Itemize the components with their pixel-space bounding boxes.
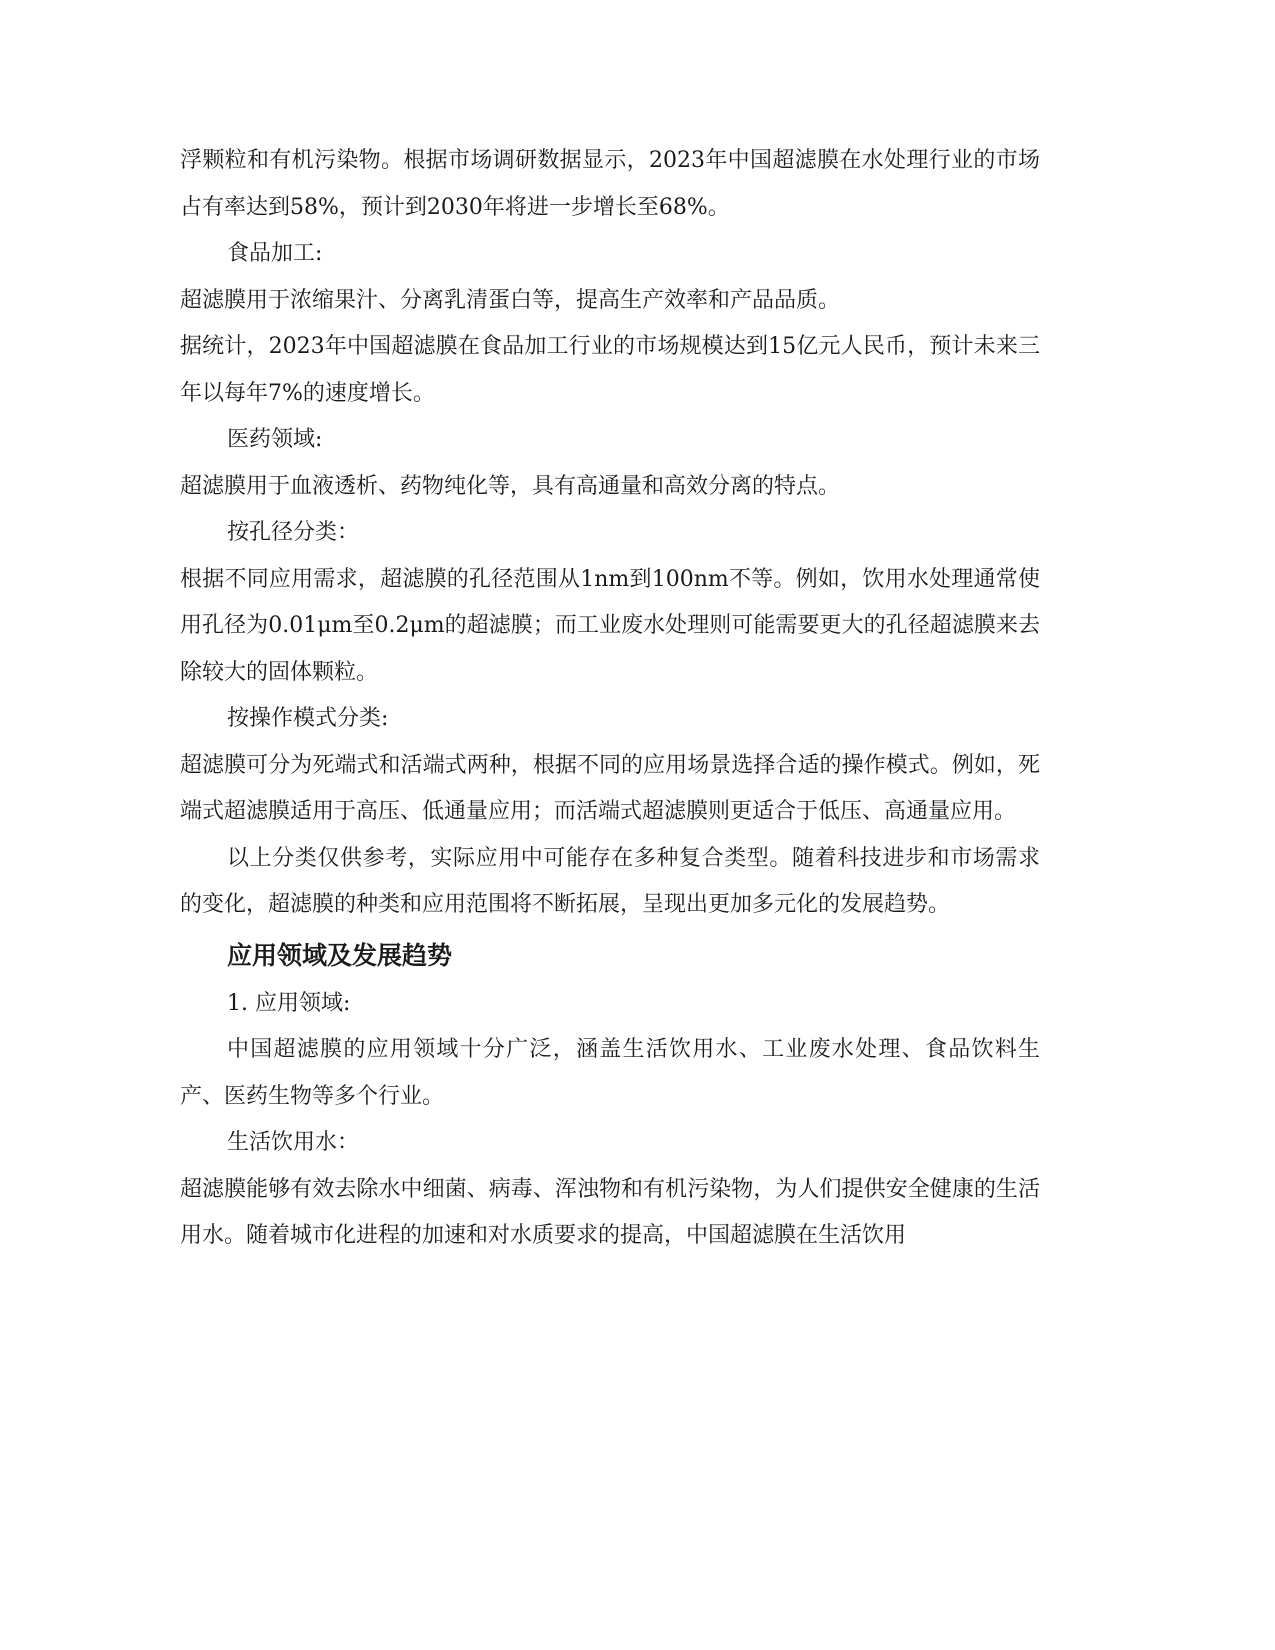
paragraph: 超滤膜用于血液透析、药物纯化等，具有高通量和高效分离的特点。 — [180, 473, 841, 499]
paragraph: 超滤膜用于浓缩果汁、分离乳清蛋白等，提高生产效率和产品品质。 — [180, 287, 841, 313]
paragraph: 中国超滤膜的应用领域十分广泛，涵盖生活饮用水、工业废水处理、食品饮料生产、医药生物等多个行业。 — [180, 1037, 1040, 1109]
section-heading: 应用领域及发展趋势 — [227, 940, 453, 970]
subheading-pore-size: 按孔径分类： — [227, 520, 360, 545]
subheading-drinking-water: 生活饮用水： — [227, 1130, 360, 1155]
subheading-operation-mode: 按操作模式分类: — [227, 706, 389, 731]
paragraph: 根据不同应用需求，超滤膜的孔径范围从1nm到100nm不等。例如，饮用水处理通常使用孔径为0.01μm至0.2μm的超滤膜；而工业废水处理则可能需要更大的孔径超滤膜来去除较大的固体颗粒。 — [180, 566, 1040, 685]
list-item-heading: 1. 应用领域: — [227, 990, 351, 1016]
paragraph-summary: 以上分类仅供参考，实际应用中可能存在多种复合类型。随着科技进步和市场需求的变化，超滤膜的种类和应用范围将不断拓展，呈现出更加多元化的发展趋势。 — [180, 845, 1040, 917]
paragraph: 超滤膜可分为死端式和活端式两种，根据不同的应用场景选择合适的操作模式。例如，死端式超滤膜适用于高压、低通量应用；而活端式超滤膜则更适合于低压、高通量应用。 — [180, 752, 1040, 824]
paragraph: 据统计，2023年中国超滤膜在食品加工行业的市场规模达到15亿元人民币，预计未来三年以每年7%的速度增长。 — [180, 334, 1040, 406]
subheading-medical: 医药领域: — [227, 427, 323, 452]
paragraph: 浮颗粒和有机污染物。根据市场调研数据显示，2023年中国超滤膜在水处理行业的市场占有率达到58%，预计到2030年将进一步增长至68%。 — [180, 148, 1040, 220]
document-page — [180, 138, 1040, 1260]
subheading-food-processing: 食品加工: — [227, 241, 323, 266]
paragraph: 超滤膜能够有效去除水中细菌、病毒、浑浊物和有机污染物，为人们提供安全健康的生活用水。随着城市化进程的加速和对水质要求的提高，中国超滤膜在生活饮用 — [180, 1176, 1040, 1248]
